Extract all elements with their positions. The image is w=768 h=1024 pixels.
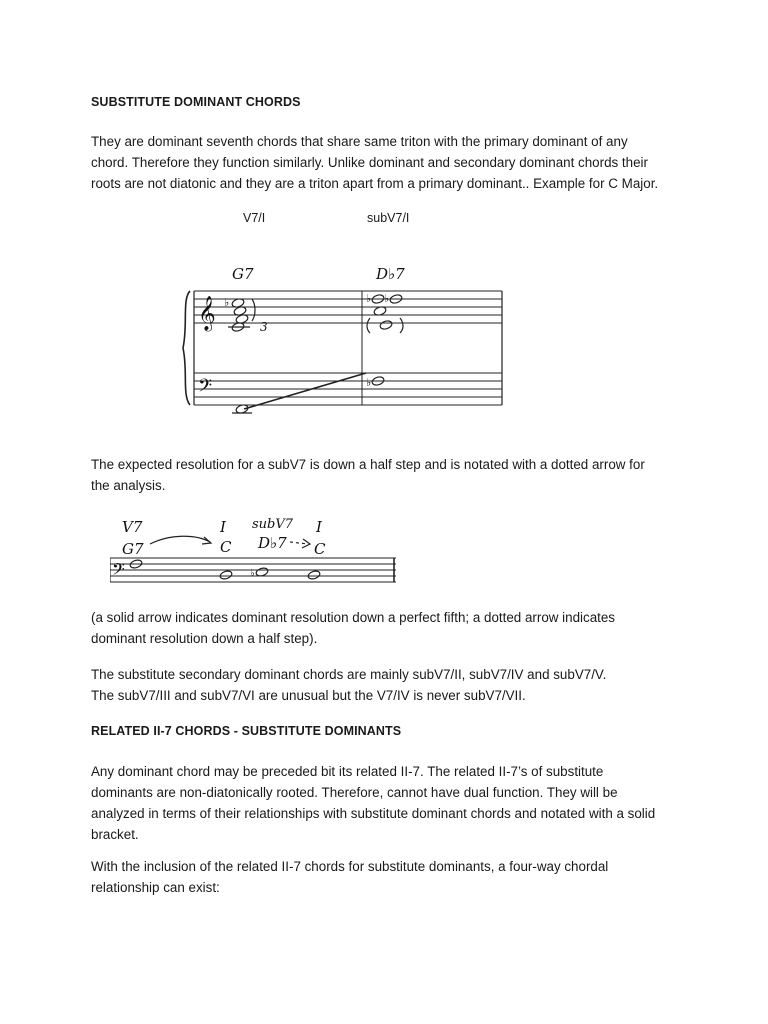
intro-line: roots are not diatonic and they are a triton apart from a primary dominant.. Example for C Major. (91, 176, 659, 191)
treble-clef-icon: 𝄞 (198, 296, 216, 331)
related-line: Any dominant chord may be preceded bit its related II-7. The related II-7’s of substitute (91, 764, 604, 779)
secondary-dominants-paragraph (91, 664, 606, 706)
svg-text:♭: ♭ (250, 568, 255, 579)
resolution-paragraph (91, 454, 645, 496)
secondary-line: The subV7/III and subV7/VI are unusual but the V7/IV is never subV7/VII. (91, 688, 526, 703)
related-line: analyzed in terms of their relationships with substitute dominant chords and notated with a solid (91, 806, 656, 821)
treble-chord-db7 (366, 292, 403, 333)
related-ii7-paragraph (91, 761, 655, 845)
four-way-line: With the inclusion of the related II-7 chords for substitute dominants, a four-way chordal (91, 859, 609, 874)
grand-staff-example (180, 255, 510, 415)
intro-paragraph (91, 131, 658, 194)
label-subv7-of-i: subV7/I (367, 211, 410, 225)
solid-arrow (150, 536, 210, 544)
roman-numeral: V7 (122, 518, 143, 536)
chord-symbol: D♭7 (376, 265, 405, 283)
arrow-explanation (91, 607, 615, 649)
chord-symbol: G7 (232, 265, 254, 283)
secondary-line: The substitute secondary dominant chords are mainly subV7/II, subV7/IV and subV7/V. (91, 667, 607, 682)
section-heading-related-ii7: RELATED II-7 CHORDS - SUBSTITUTE DOMINANTS (91, 724, 402, 738)
bass-clef-icon: 𝄢 (112, 559, 125, 583)
roman-numeral: subV7 (252, 517, 294, 532)
brace-icon (183, 291, 190, 405)
chord-symbol: G7 (122, 540, 144, 558)
resolution-line: the analysis. (91, 478, 166, 493)
resolution-line: The expected resolution for a subV7 is down a half step and is notated with a dotted arrow for (91, 457, 645, 472)
analysis-staff-example (110, 508, 410, 592)
arrow-line: dominant resolution down a half step). (91, 631, 318, 646)
svg-text:♭: ♭ (224, 296, 230, 309)
chord-symbol: D♭7 (258, 534, 287, 552)
svg-text:♭: ♭ (366, 376, 372, 389)
four-way-paragraph (91, 856, 608, 898)
label-v7-of-i: V7/I (243, 211, 266, 225)
bass-clef-icon: 𝄢 (198, 376, 213, 401)
intro-line: They are dominant seventh chords that share same triton with the primary dominant of any (91, 134, 628, 149)
chord-symbol: C (314, 540, 326, 558)
fingering-mark: 3 (260, 320, 268, 334)
four-way-line: relationship can exist: (91, 880, 220, 895)
dotted-arrow (290, 542, 308, 544)
chord-symbol: C (220, 538, 232, 556)
related-line: bracket. (91, 827, 139, 842)
arrow-line: (a solid arrow indicates dominant resolution down a perfect fifth; a dotted arrow indicates (91, 610, 616, 625)
svg-text:♭: ♭ (384, 292, 390, 305)
treble-chord-g7 (224, 296, 255, 332)
section-heading-substitute-dominants: SUBSTITUTE DOMINANT CHORDS (91, 95, 301, 109)
roman-numeral: I (220, 518, 226, 536)
related-line: dominants are non-diatonically rooted. Therefore, cannot have dual function. They will be (91, 785, 618, 800)
roman-numeral: I (316, 518, 322, 536)
intro-line: chord. Therefore they function similarly. Unlike dominant and secondary dominant chords their (91, 155, 648, 170)
svg-text:♭: ♭ (366, 292, 372, 305)
